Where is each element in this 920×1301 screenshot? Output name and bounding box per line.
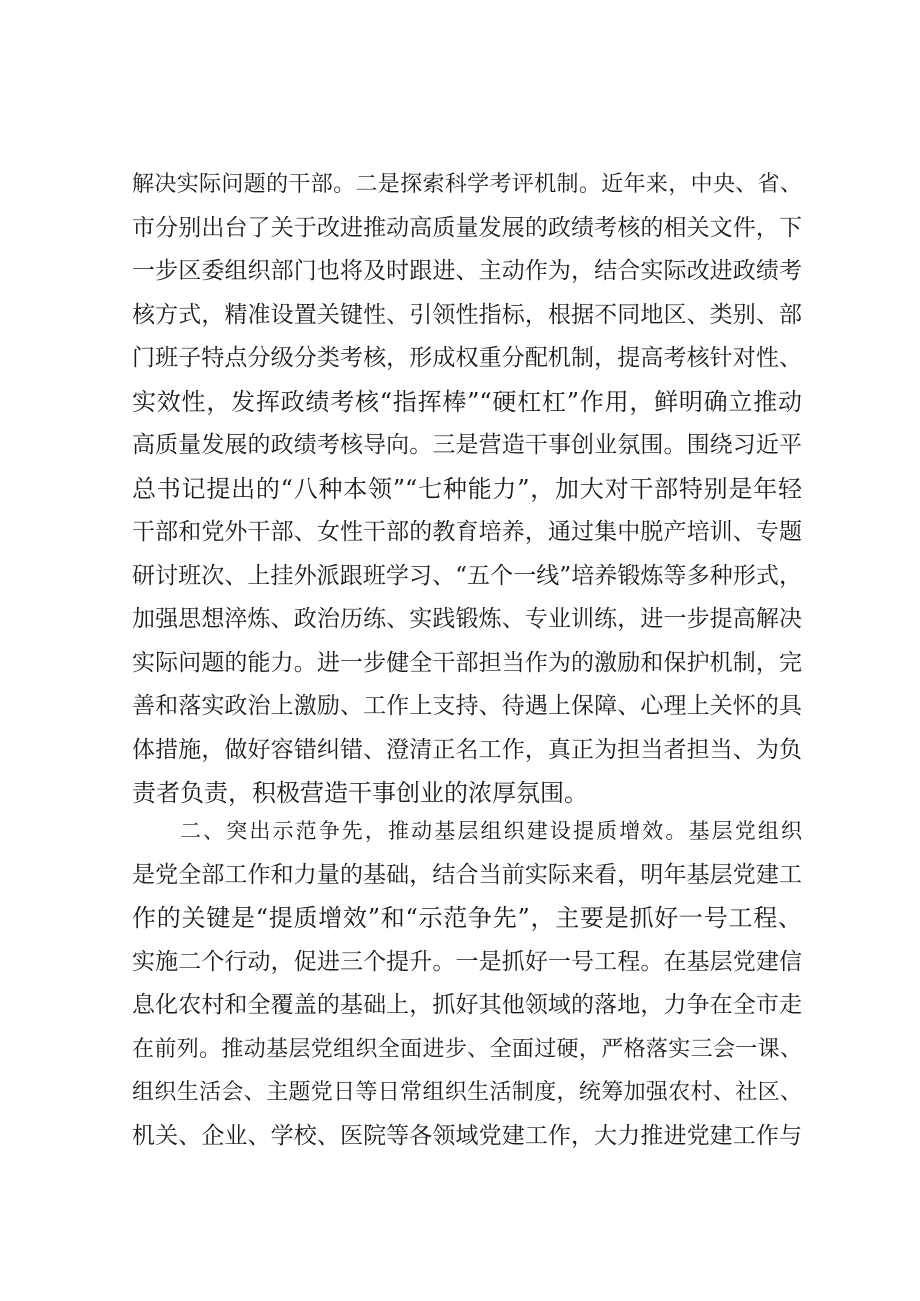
paragraph-line: 市分别出台了关于改进推动高质量发展的政绩考核的相关文件，下 bbox=[132, 214, 802, 241]
paragraph-line: 息化农村和全覆盖的基础上，抓好其他领域的落地，力争在全市走 bbox=[132, 992, 802, 1018]
paragraph-line: 善和落实政治上激励、工作上支持、待遇上保障、心理上关怀的具 bbox=[132, 693, 802, 719]
paragraph-line: 核方式，精准设置关键性、引领性指标，根据不同地区、类别、部 bbox=[132, 301, 802, 328]
paragraph-line: 作的关键是“提质增效”和“示范争先”，主要是抓好一号工程、 bbox=[132, 904, 802, 932]
paragraph-line: 加强思想淬炼、政治历练、实践锻炼、专业训练，进一步提高解决 bbox=[132, 606, 802, 632]
paragraph-line: 总书记提出的“八种本领”“七种能力”，加大对干部特别是年轻 bbox=[132, 474, 802, 503]
paragraph-line: 门班子特点分级分类考核，形成权重分配机制，提高考核针对性、 bbox=[132, 345, 802, 371]
paragraph-line: 实施二个行动，促进三个提升。一是抓好一号工程。在基层党建信 bbox=[132, 948, 802, 975]
paragraph-line: 在前列。推动基层党组织全面进步、全面过硬，严格落实三会一课、 bbox=[132, 1036, 802, 1062]
paragraph-line: 是党全部工作和力量的基础，结合当前实际来看，明年基层党建工 bbox=[132, 861, 802, 888]
paragraph-line: 实效性，发挥政绩考核“指挥棒”“硬杠杠”作用，鲜明确立推动 bbox=[132, 387, 802, 416]
paragraph-line: 实际问题的能力。进一步健全干部担当作为的激励和保护机制，完 bbox=[132, 649, 802, 676]
paragraph-line: 研讨班次、上挂外派跟班学习、“五个一线”培养锻炼等多种形式， bbox=[132, 562, 802, 589]
paragraph-2 bbox=[132, 810, 802, 1158]
paragraph-line: 解决实际问题的干部。二是探索科学考评机制。近年来，中央、省、 bbox=[132, 172, 802, 197]
paragraph-line: 一步区委组织部门也将及时跟进、主动作为，结合实际改进政绩考 bbox=[132, 258, 802, 284]
paragraph-1 bbox=[132, 163, 802, 816]
paragraph-line: 责者负责，积极营造干事创业的浓厚氛围。 bbox=[132, 779, 588, 807]
paragraph-line: 体措施，做好容错纠错、澄清正名工作，真正为担当者担当、为负 bbox=[132, 736, 802, 763]
paragraph-line: 高质量发展的政绩考核导向。三是营造干事创业氛围。围绕习近平 bbox=[132, 432, 802, 458]
paragraph-line: 二、突出示范争先，推动基层组织建设提质增效。基层党组织 bbox=[180, 819, 802, 843]
paragraph-line: 干部和党外干部、女性干部的教育培养，通过集中脱产培训、专题 bbox=[132, 519, 802, 545]
paragraph-line: 机关、企业、学校、医院等各领域党建工作，大力推进党建工作与 bbox=[132, 1122, 802, 1149]
paragraph-line: 组织生活会、主题党日等日常组织生活制度，统筹加强农村、社区、 bbox=[132, 1080, 802, 1105]
